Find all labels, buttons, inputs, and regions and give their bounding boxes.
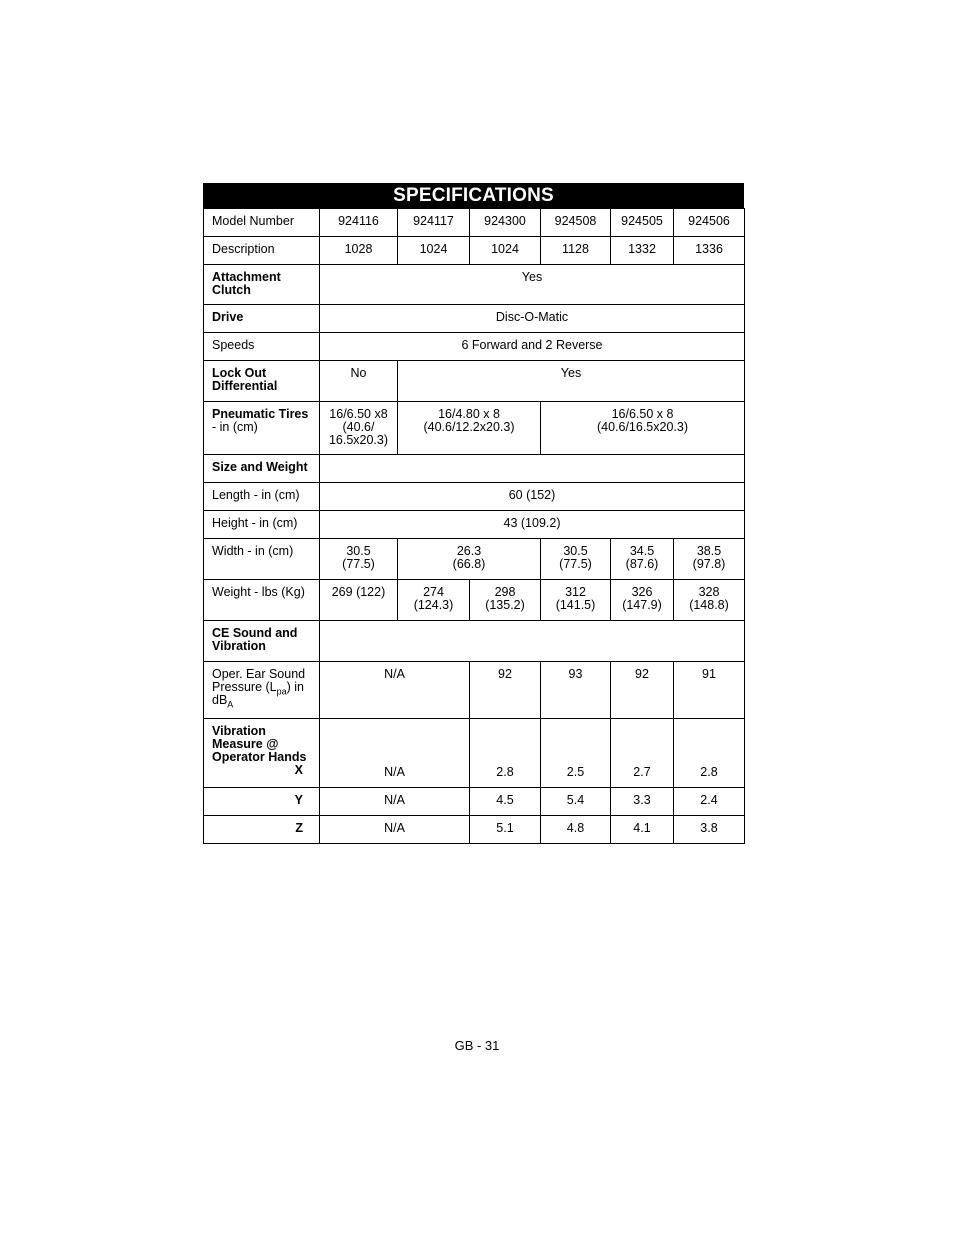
lockout-label xyxy=(204,361,320,402)
vibration-y-cell: N/A xyxy=(320,788,470,816)
row-vibration-x xyxy=(204,719,745,788)
weight-cell xyxy=(674,580,745,621)
specifications-table xyxy=(203,208,745,844)
height-label: Height - in (cm) xyxy=(204,511,320,539)
vibration-x-cell: 2.8 xyxy=(674,719,745,788)
description-cell: 1128 xyxy=(541,237,611,265)
vibration-y-cell: 2.4 xyxy=(674,788,745,816)
row-description xyxy=(204,237,745,265)
label-line xyxy=(212,693,315,710)
value-line: (66.8) xyxy=(452,557,486,571)
ear-sound-cell: 92 xyxy=(611,662,674,719)
weight-cell xyxy=(470,580,541,621)
speeds-label: Speeds xyxy=(204,333,320,361)
vibration-z-cell: 4.1 xyxy=(611,816,674,844)
label-part: Pressure (L xyxy=(212,680,277,694)
ce-sound-empty xyxy=(320,621,745,662)
value-line: (87.6) xyxy=(625,557,659,571)
label-subscript: A xyxy=(227,699,234,710)
axis-x-label: X xyxy=(294,763,303,777)
row-height xyxy=(204,511,745,539)
value-line: 274 xyxy=(423,585,444,599)
ear-sound-cell: 93 xyxy=(541,662,611,719)
ce-sound-label xyxy=(204,621,320,662)
value-line: 298 xyxy=(494,585,516,599)
value-line: (135.2) xyxy=(485,598,525,612)
value-line: 30.5 xyxy=(346,544,371,558)
value-line: 16.5x20.3) xyxy=(328,433,389,447)
row-vibration-y xyxy=(204,788,745,816)
row-weight xyxy=(204,580,745,621)
axis-z-label: Z xyxy=(204,816,320,844)
vibration-y-cell: 4.5 xyxy=(470,788,541,816)
lockout-value-yes: Yes xyxy=(398,361,745,402)
label-line: Attachment xyxy=(212,270,281,284)
tires-value-c xyxy=(541,402,745,455)
length-value: 60 (152) xyxy=(320,483,745,511)
label-line: CE Sound and xyxy=(212,626,298,640)
height-value: 43 (109.2) xyxy=(320,511,745,539)
model-cell: 924506 xyxy=(674,209,745,237)
axis-y-label: Y xyxy=(204,788,320,816)
width-cell xyxy=(320,539,398,580)
value-line: 16/6.50 x 8 xyxy=(611,407,674,421)
weight-label: Weight - lbs (Kg) xyxy=(204,580,320,621)
value-line: (77.5) xyxy=(342,557,375,571)
value-line: (40.6/ xyxy=(342,420,375,434)
value-line: (124.3) xyxy=(413,598,454,612)
value-line: 26.3 xyxy=(456,544,482,558)
tires-value-b xyxy=(398,402,541,455)
drive-label: Drive xyxy=(204,305,320,333)
value-line: 16/4.80 x 8 xyxy=(438,407,500,421)
label-line xyxy=(212,680,315,697)
description-label: Description xyxy=(204,237,320,265)
value-line: 34.5 xyxy=(629,544,655,558)
drive-value: Disc-O-Matic xyxy=(320,305,745,333)
width-cell xyxy=(611,539,674,580)
tires-label-bold: Pneumatic Tires xyxy=(212,407,309,421)
value-line: 326 xyxy=(631,585,653,599)
ear-sound-label xyxy=(204,662,320,719)
vibration-z-cell: N/A xyxy=(320,816,470,844)
value-line: (148.8) xyxy=(689,598,729,612)
value-line: 328 xyxy=(698,585,720,599)
row-length xyxy=(204,483,745,511)
label-line: Clutch xyxy=(212,283,251,297)
tires-value-a xyxy=(320,402,398,455)
row-ear-sound-pressure xyxy=(204,662,745,719)
vibration-y-cell: 5.4 xyxy=(541,788,611,816)
vibration-z-cell: 3.8 xyxy=(674,816,745,844)
vibration-x-cell: N/A xyxy=(320,719,470,788)
model-cell: 924505 xyxy=(611,209,674,237)
value-line: (40.6/16.5x20.3) xyxy=(596,420,689,434)
speeds-value: 6 Forward and 2 Reverse xyxy=(320,333,745,361)
value-line: (97.8) xyxy=(692,557,726,571)
value-line: 312 xyxy=(565,585,586,599)
row-lockout-differential xyxy=(204,361,745,402)
description-cell: 1028 xyxy=(320,237,398,265)
model-cell: 924300 xyxy=(470,209,541,237)
row-pneumatic-tires xyxy=(204,402,745,455)
label-line: Vibration xyxy=(212,724,266,738)
ear-sound-cell: 92 xyxy=(470,662,541,719)
attachment-clutch-label xyxy=(204,265,320,305)
label-line: Lock Out xyxy=(212,366,267,380)
value-line: (147.9) xyxy=(622,598,662,612)
label-line: Measure @ xyxy=(212,737,279,751)
specifications-title: SPECIFICATIONS xyxy=(203,183,744,208)
vibration-y-cell: 3.3 xyxy=(611,788,674,816)
description-cell: 1332 xyxy=(611,237,674,265)
model-cell: 924508 xyxy=(541,209,611,237)
value-line: (141.5) xyxy=(555,598,596,612)
ear-sound-cell: 91 xyxy=(674,662,745,719)
weight-cell: 269 (122) xyxy=(320,580,398,621)
value-line: (40.6/12.2x20.3) xyxy=(423,420,515,434)
weight-cell xyxy=(398,580,470,621)
value-line: (77.5) xyxy=(559,557,592,571)
width-cell xyxy=(674,539,745,580)
page-number: GB - 31 xyxy=(454,1038,500,1053)
description-cell: 1024 xyxy=(398,237,470,265)
row-model-number xyxy=(204,209,745,237)
specifications-table-wrapper xyxy=(203,183,744,844)
width-label: Width - in (cm) xyxy=(204,539,320,580)
vibration-x-cell: 2.8 xyxy=(470,719,541,788)
label-line: Operator Hands xyxy=(212,750,307,764)
description-cell: 1024 xyxy=(470,237,541,265)
tires-label-unit: - in (cm) xyxy=(212,420,258,434)
label-line: Oper. Ear Sound xyxy=(212,667,306,681)
row-width xyxy=(204,539,745,580)
vibration-z-cell: 4.8 xyxy=(541,816,611,844)
model-cell: 924116 xyxy=(320,209,398,237)
vibration-z-cell: 5.1 xyxy=(470,816,541,844)
description-cell: 1336 xyxy=(674,237,745,265)
value-line: 16/6.50 x8 xyxy=(329,407,388,421)
value-line: 38.5 xyxy=(696,544,722,558)
model-cell: 924117 xyxy=(398,209,470,237)
tires-label xyxy=(204,402,320,455)
ear-sound-cell: N/A xyxy=(320,662,470,719)
lockout-value-no: No xyxy=(320,361,398,402)
size-weight-label: Size and Weight xyxy=(204,455,320,483)
row-drive xyxy=(204,305,745,333)
length-label: Length - in (cm) xyxy=(204,483,320,511)
label-part: ) in xyxy=(286,680,304,694)
row-ce-sound-vibration xyxy=(204,621,745,662)
vibration-x-cell: 2.5 xyxy=(541,719,611,788)
width-cell xyxy=(541,539,611,580)
width-cell xyxy=(398,539,541,580)
row-vibration-z xyxy=(204,816,745,844)
value-line: 30.5 xyxy=(563,544,588,558)
vibration-label xyxy=(204,719,320,788)
weight-cell xyxy=(541,580,611,621)
label-line: Differential xyxy=(212,379,278,393)
size-weight-empty xyxy=(320,455,745,483)
label-subscript: pa xyxy=(276,686,287,697)
model-number-label: Model Number xyxy=(204,209,320,237)
row-attachment-clutch xyxy=(204,265,745,305)
label-line: Vibration xyxy=(212,639,266,653)
attachment-clutch-value: Yes xyxy=(320,265,745,305)
row-speeds xyxy=(204,333,745,361)
row-size-weight xyxy=(204,455,745,483)
vibration-x-cell: 2.7 xyxy=(611,719,674,788)
weight-cell xyxy=(611,580,674,621)
label-part: dB xyxy=(212,693,228,707)
